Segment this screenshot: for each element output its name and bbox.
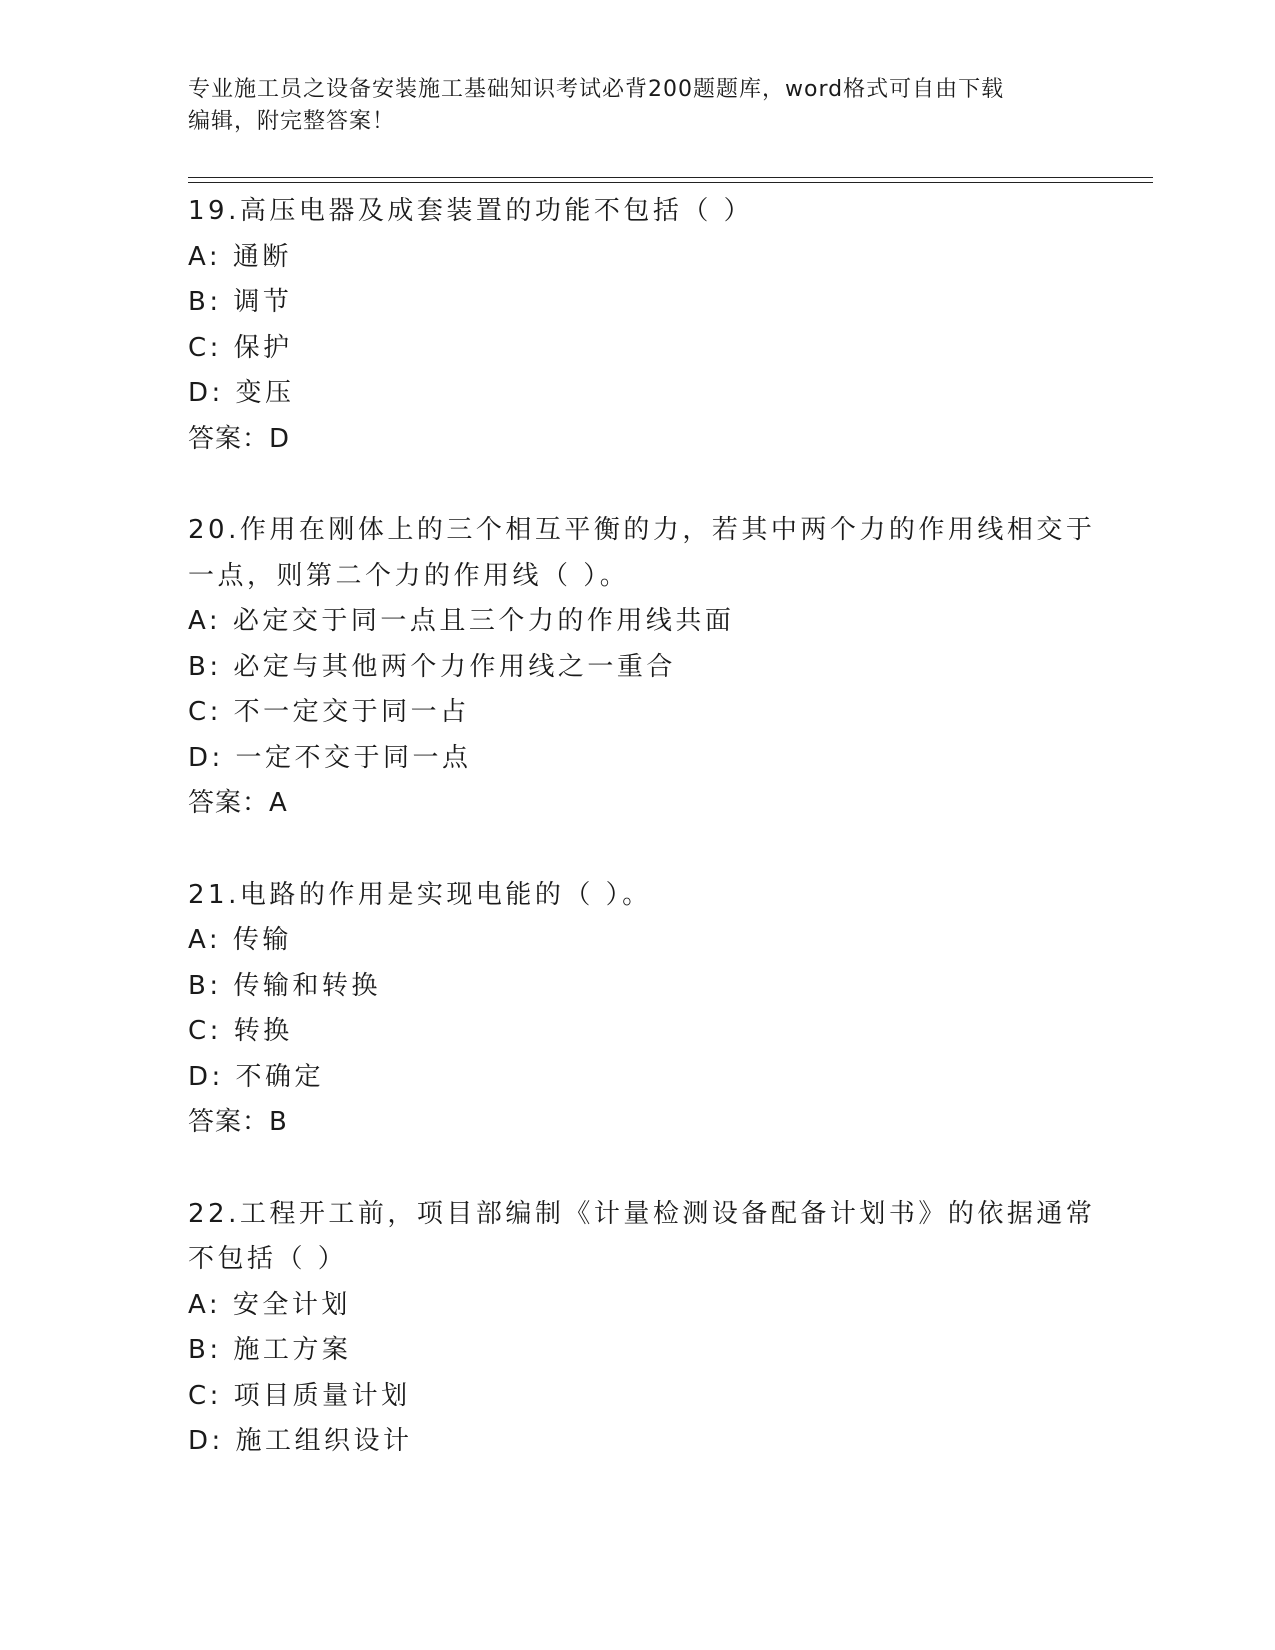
question-stem: 19.高压电器及成套装置的功能不包括（ ） xyxy=(188,196,754,226)
question-block-21 xyxy=(188,873,1088,1146)
question-stem-continued: 不包括（ ） xyxy=(188,1244,348,1274)
spacer xyxy=(188,1146,1088,1192)
answer-line: 答案：A xyxy=(188,788,288,818)
option-b: B: 施工方案 xyxy=(188,1335,352,1365)
header-line-1: 专业施工员之设备安装施工基础知识考试必背200题题库，word格式可自由下载 xyxy=(188,77,1005,102)
document-header xyxy=(188,74,1088,138)
option-d: D: 一定不交于同一点 xyxy=(188,742,472,773)
question-block-19 xyxy=(188,189,1088,462)
spacer xyxy=(188,827,1088,873)
option-a: A: 安全计划 xyxy=(188,1289,351,1320)
option-a: A: 通断 xyxy=(188,241,292,272)
option-b: B: 调节 xyxy=(188,287,293,317)
question-block-20 xyxy=(188,508,1096,827)
question-block-22 xyxy=(188,1192,1096,1465)
question-stem: 20.作用在刚体上的三个相互平衡的力，若其中两个力的作用线相交于 xyxy=(188,515,1096,545)
question-stem: 21.电路的作用是实现电能的（ ）。 xyxy=(188,879,652,910)
question-list xyxy=(188,189,1096,1465)
option-c: C: 转换 xyxy=(188,1016,293,1046)
option-a: A: 必定交于同一点且三个力的作用线共面 xyxy=(188,606,735,636)
header-rule-top xyxy=(188,177,1153,178)
option-c: C: 保护 xyxy=(188,332,293,363)
option-c: C: 项目质量计划 xyxy=(188,1380,411,1411)
option-d: D: 不确定 xyxy=(188,1061,325,1092)
option-a: A: 传输 xyxy=(188,925,292,955)
question-stem: 22.工程开工前，项目部编制《计量检测设备配备计划书》的依据通常 xyxy=(188,1198,1096,1229)
header-line-2: 编辑，附完整答案！ xyxy=(188,109,396,134)
option-c: C: 不一定交于同一占 xyxy=(188,697,470,727)
answer-line: 答案：D xyxy=(188,423,291,454)
answer-line: 答案：B xyxy=(188,1107,288,1137)
spacer xyxy=(188,462,1088,508)
question-stem-continued: 一点，则第二个力的作用线（ ）。 xyxy=(188,560,630,591)
header-rule-bottom xyxy=(188,182,1153,183)
option-b: B: 传输和转换 xyxy=(188,970,381,1001)
option-b: B: 必定与其他两个力作用线之一重合 xyxy=(188,651,676,682)
option-d: D: 施工组织设计 xyxy=(188,1426,413,1456)
option-d: D: 变压 xyxy=(188,378,295,408)
